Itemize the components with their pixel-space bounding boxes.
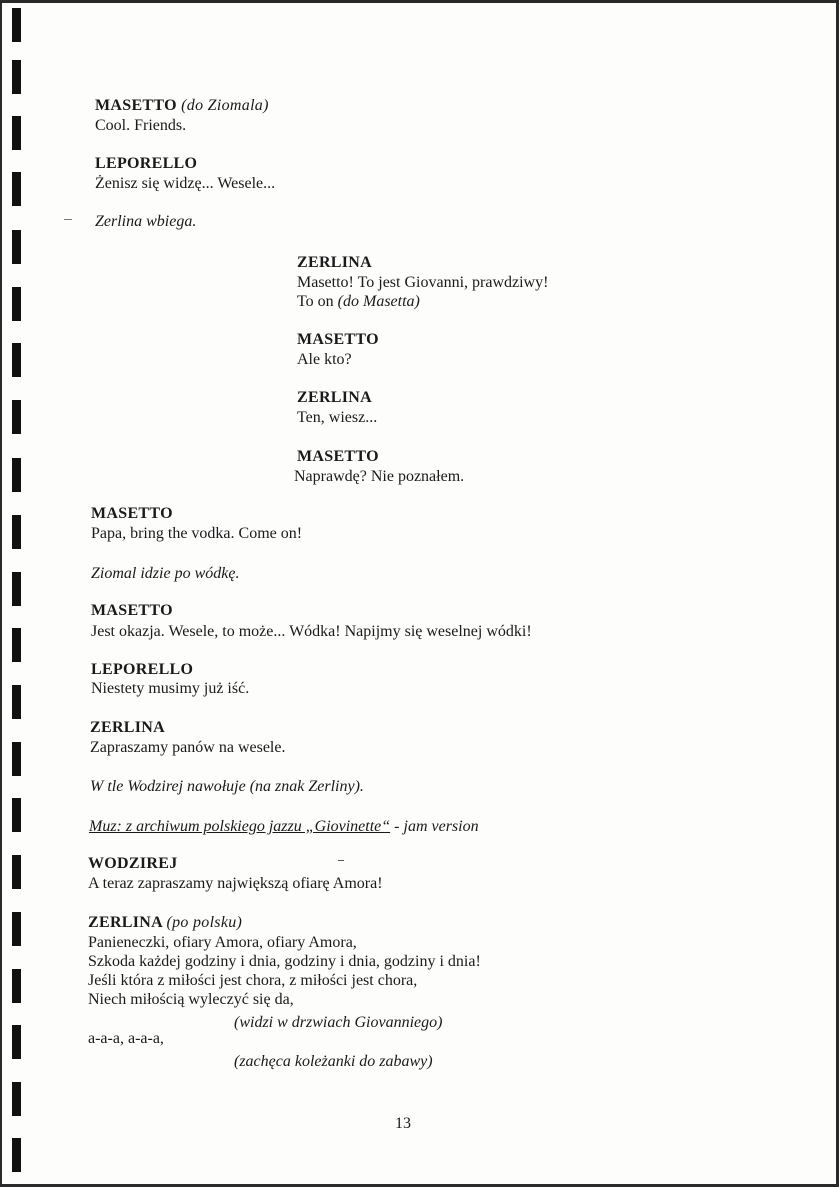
dialogue-line: Papa, bring the vodka. Come on! <box>91 525 303 542</box>
stage-direction: (po polsku) <box>166 914 243 931</box>
binding-hole <box>12 912 21 946</box>
dialogue-line: Ten, wiesz... <box>297 409 378 426</box>
binding-hole <box>12 515 21 549</box>
dialogue-line: Jest okazja. Wesele, to może... Wódka! Napijmy się weselnej wódki! <box>91 623 532 640</box>
dialogue-line <box>297 292 420 311</box>
lyric-line: Niech miłością wyleczyć się da, <box>88 991 294 1008</box>
speaker-zerlina: ZERLINA <box>297 254 373 271</box>
speaker-name <box>95 96 269 115</box>
music-source: Muz: z archiwum polskiego jazzu „Giovinette“ <box>89 818 391 835</box>
speaker-zerlina: ZERLINA <box>90 719 166 736</box>
stage-direction: (zachęca koleżanki do zabawy) <box>234 1053 433 1070</box>
binding-hole <box>12 287 21 321</box>
binding-hole <box>12 572 21 606</box>
binding-hole <box>12 116 21 150</box>
dialogue-line: Cool. Friends. <box>95 117 187 134</box>
stage-direction: (widzi w drzwiach Giovanniego) <box>234 1014 443 1031</box>
page-number: 13 <box>395 1115 411 1132</box>
stage-direction: (do Masetta) <box>337 293 420 310</box>
binding-hole <box>12 8 21 42</box>
binding-hole <box>12 60 21 94</box>
music-version: - jam version <box>390 818 479 835</box>
binding-hole <box>12 742 21 776</box>
speaker-masetto: MASETTO <box>297 331 379 348</box>
lyric-line: Panieneczki, ofiary Amora, ofiary Amora, <box>88 934 357 951</box>
binding-hole <box>12 230 21 264</box>
binding-hole <box>12 855 21 889</box>
speaker-wodzirej: WODZIREJ <box>88 855 178 872</box>
speaker-masetto: MASETTO <box>91 602 173 619</box>
scan-speck <box>338 860 344 861</box>
dialogue-text: To on <box>297 293 338 310</box>
music-cue <box>89 817 479 836</box>
speaker-leporello: LEPORELLO <box>95 155 198 172</box>
dialogue-line: Zapraszamy panów na wesele. <box>90 739 286 756</box>
binding-hole <box>12 458 21 492</box>
binding-hole <box>12 172 21 206</box>
speaker-masetto: MASETTO <box>297 448 379 465</box>
dialogue-line: Naprawdę? Nie poznałem. <box>294 468 465 485</box>
speaker-masetto: MASETTO <box>91 505 173 522</box>
stage-direction: Zerlina wbiega. <box>95 213 197 230</box>
stage-direction: (do Ziomala) <box>181 97 269 114</box>
binding-hole <box>12 400 21 434</box>
binding-hole <box>12 685 21 719</box>
scan-speck <box>64 219 72 220</box>
dialogue-line: A teraz zapraszamy największą ofiarę Amora! <box>88 875 383 892</box>
stage-direction: Ziomal idzie po wódkę. <box>91 565 240 582</box>
binding-hole <box>12 628 21 662</box>
lyric-line: Szkoda każdej godziny i dnia, godziny i dnia, godziny i dnia! <box>88 953 481 970</box>
lyric-line: Jeśli która z miłości jest chora, z miłości jest chora, <box>88 972 418 989</box>
speaker-leporello: LEPORELLO <box>91 661 194 678</box>
speaker-masetto: MASETTO <box>95 97 177 114</box>
lyric-line: a-a-a, a-a-a, <box>88 1030 164 1047</box>
dialogue-line: Masetto! To jest Giovanni, prawdziwy! <box>297 274 549 291</box>
dialogue-line: Ale kto? <box>297 351 352 368</box>
binding-hole <box>12 798 21 832</box>
speaker-zerlina: ZERLINA <box>297 389 373 406</box>
binding-hole <box>12 1025 21 1059</box>
dialogue-line: Niestety musimy już iść. <box>91 680 250 697</box>
stage-direction: W tle Wodzirej nawołuje (na znak Zerliny). <box>90 778 364 795</box>
speaker-zerlina: ZERLINA <box>88 914 163 931</box>
dialogue-line: Żenisz się widzę... Wesele... <box>95 175 276 192</box>
binding-hole <box>12 969 21 1003</box>
binding-holes <box>12 0 24 1187</box>
binding-hole <box>12 343 21 377</box>
binding-hole <box>12 1082 21 1116</box>
speaker-name <box>88 913 242 932</box>
binding-hole <box>12 1138 21 1172</box>
